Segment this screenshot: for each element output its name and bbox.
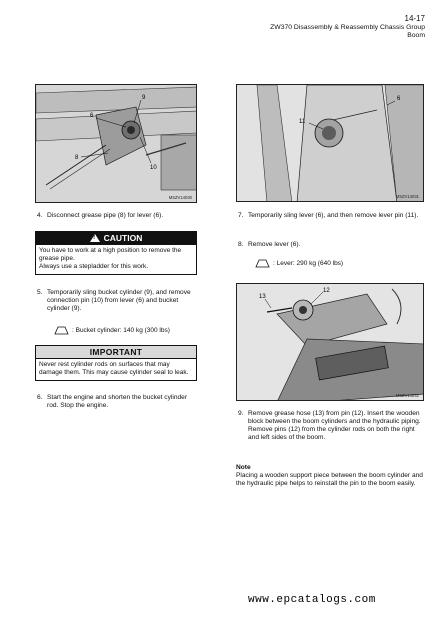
weight-icon xyxy=(255,259,270,268)
note-block xyxy=(236,464,426,488)
note-title: Note xyxy=(236,464,251,471)
step-number: 6. xyxy=(37,394,43,401)
important-text: Never rest cylinder rods on surfaces that may damage them. This may cause cylinder seal to leak. xyxy=(39,361,189,377)
step-text: Disconnect grease pipe (8) for lever (6). xyxy=(47,212,164,219)
step-number: 4. xyxy=(37,212,43,219)
weight-spec-text: : Lever: 290 kg (640 lbs) xyxy=(273,259,344,267)
step-number: 8. xyxy=(238,241,244,248)
step-text: Remove grease hose (13) from pin (12). Insert the wooden block between the boom cylinders and the hydraulic piping. Remove pins (12) from the cylinder rods on both the right and left sides of the boom. xyxy=(248,410,421,442)
caution-box xyxy=(35,231,197,275)
step-5 xyxy=(37,289,197,313)
warning-triangle-icon xyxy=(90,234,100,242)
page-header xyxy=(270,14,425,40)
weight-spec-text: : Bucket cylinder: 140 kg (300 lbs) xyxy=(72,326,170,334)
section-title: ZW370 Disassembly & Reassembly Chassis Group xyxy=(270,23,425,31)
callout-11: 11 xyxy=(299,119,306,125)
figure-1-illustration xyxy=(36,85,197,203)
figure-3-illustration xyxy=(237,284,424,401)
step-4 xyxy=(37,212,197,220)
step-text: Start the engine and shorten the bucket cylinder rod. Stop the engine. xyxy=(47,394,188,410)
callout-8: 8 xyxy=(75,155,79,161)
callout-10: 10 xyxy=(150,165,157,171)
step-8 xyxy=(238,241,426,249)
caution-line-2: Always use a stepladder for this work. xyxy=(39,263,149,271)
step-9 xyxy=(238,410,426,442)
step-6 xyxy=(37,394,197,410)
step-text: Remove lever (6). xyxy=(248,241,301,248)
callout-6: 6 xyxy=(397,96,401,102)
callout-13: 13 xyxy=(259,294,266,300)
step-number: 9. xyxy=(238,410,244,417)
caution-body xyxy=(36,245,196,274)
figure-grease-hose-pin xyxy=(236,283,424,401)
important-box xyxy=(35,345,197,381)
step-number: 5. xyxy=(37,289,43,296)
note-text: Placing a wooden support piece between the boom cylinder and the hydraulic pipe helps to reinstall the pin to the boom easily. xyxy=(236,472,423,488)
weight-icon xyxy=(54,326,69,335)
footer-url: www.epcatalogs.com xyxy=(248,594,376,606)
weight-spec-lever xyxy=(255,259,343,268)
weight-spec-bucket-cylinder xyxy=(54,326,170,335)
step-text: Temporarily sling bucket cylinder (9), and remove connection pin (10) from lever (6) and bucket cylinder (9). xyxy=(47,289,191,313)
callout-12: 12 xyxy=(323,288,330,294)
caution-header xyxy=(36,232,196,245)
figure-code: MSZV14032 xyxy=(395,392,419,398)
page-number: 14-17 xyxy=(404,14,425,23)
important-title: IMPORTANT xyxy=(36,346,196,359)
caution-line-1: You have to work at a high position to remove the grease pipe. xyxy=(39,247,182,263)
step-text: Temporarily sling lever (6), and then remove lever pin (11). xyxy=(248,212,419,219)
step-7 xyxy=(238,212,426,220)
step-number: 7. xyxy=(238,212,244,219)
figure-2-illustration xyxy=(237,85,424,202)
caution-title: CAUTION xyxy=(103,233,143,243)
figure-code: MSZV14031 xyxy=(395,193,419,199)
subsection-title: Boom xyxy=(407,32,425,40)
figure-bucket-cylinder-lever xyxy=(35,84,197,203)
figure-code: MSZV14030 xyxy=(168,194,192,200)
callout-6: 6 xyxy=(90,113,94,119)
figure-lever-pin xyxy=(236,84,424,202)
callout-9: 9 xyxy=(142,95,146,101)
